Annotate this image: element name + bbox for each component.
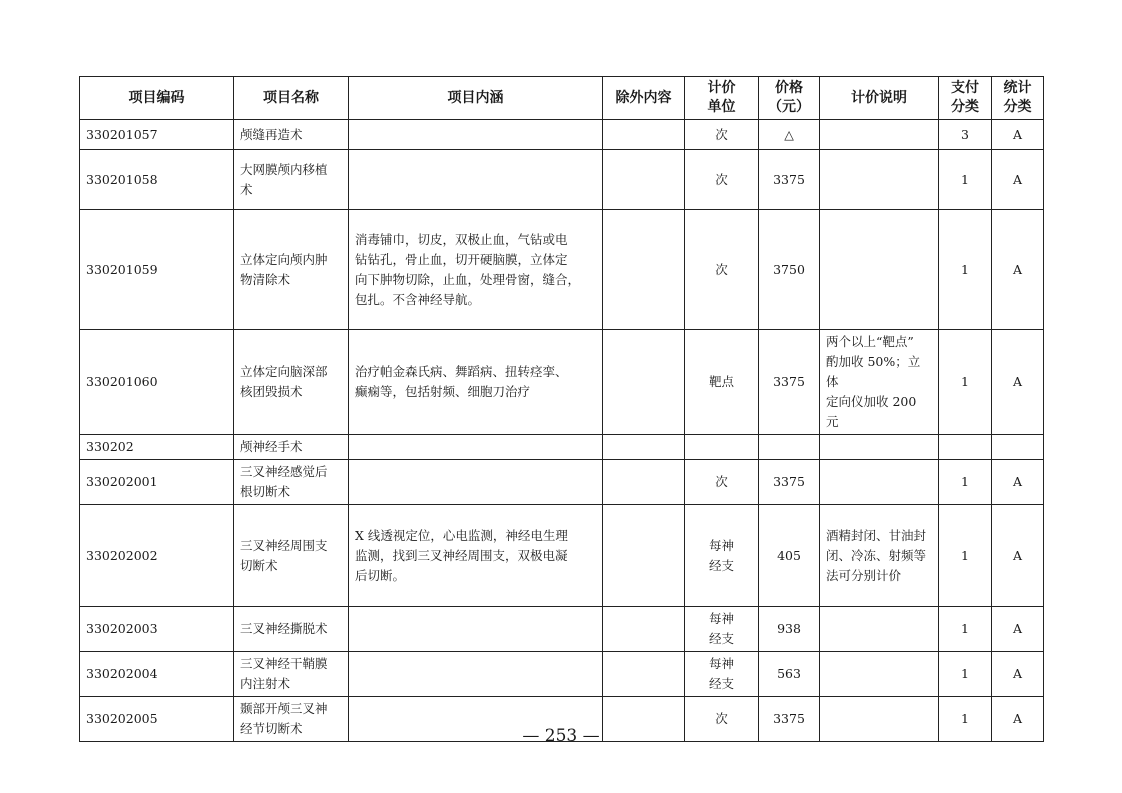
cell-code: 330201057 <box>80 120 234 150</box>
cell-exclusions <box>603 505 685 607</box>
cell-name: 大网膜颅内移植 术 <box>234 150 349 210</box>
cell-code: 330201058 <box>80 150 234 210</box>
cell-price: 3750 <box>759 210 820 330</box>
cell-stat-class: A <box>992 697 1044 742</box>
cell-stat-class <box>992 435 1044 460</box>
cell-pricing-note <box>820 460 939 505</box>
cell-stat-class: A <box>992 210 1044 330</box>
cell-name: 三叉神经撕脱术 <box>234 607 349 652</box>
cell-unit: 每神 经支 <box>685 652 759 697</box>
cell-unit: 靶点 <box>685 330 759 435</box>
cell-price: 938 <box>759 607 820 652</box>
cell-code: 330202004 <box>80 652 234 697</box>
cell-code: 330202001 <box>80 460 234 505</box>
cell-unit: 次 <box>685 150 759 210</box>
cell-content <box>349 435 603 460</box>
header-stat-class: 统计 分类 <box>992 77 1044 120</box>
header-code: 项目编码 <box>80 77 234 120</box>
cell-payment-class: 1 <box>939 150 992 210</box>
cell-price: 563 <box>759 652 820 697</box>
cell-stat-class: A <box>992 330 1044 435</box>
cell-stat-class: A <box>992 460 1044 505</box>
header-name: 项目名称 <box>234 77 349 120</box>
cell-name: 三叉神经周围支 切断术 <box>234 505 349 607</box>
table-row <box>80 652 1044 697</box>
cell-stat-class: A <box>992 652 1044 697</box>
header-payment-class: 支付 分类 <box>939 77 992 120</box>
table-row <box>80 460 1044 505</box>
header-pricing-note: 计价说明 <box>820 77 939 120</box>
cell-pricing-note <box>820 120 939 150</box>
cell-payment-class: 1 <box>939 607 992 652</box>
cell-content: 消毒铺巾，切皮，双极止血，气钻或电 钻钻孔，骨止血，切开硬脑膜，立体定 向下肿物切除，止血，处理骨窗，缝合， 包扎。不含神经导航。 <box>349 210 603 330</box>
table-row <box>80 150 1044 210</box>
table-row <box>80 210 1044 330</box>
cell-code: 330201060 <box>80 330 234 435</box>
cell-exclusions <box>603 210 685 330</box>
cell-unit: 每神 经支 <box>685 607 759 652</box>
table-row <box>80 505 1044 607</box>
cell-content <box>349 652 603 697</box>
cell-name: 三叉神经干鞘膜 内注射术 <box>234 652 349 697</box>
cell-price: 405 <box>759 505 820 607</box>
cell-price: △ <box>759 120 820 150</box>
cell-unit: 次 <box>685 210 759 330</box>
cell-payment-class: 3 <box>939 120 992 150</box>
cell-pricing-note <box>820 607 939 652</box>
header-unit: 计价 单位 <box>685 77 759 120</box>
cell-content: X 线透视定位，心电监测，神经电生理 监测，找到三叉神经周围支，双极电凝 后切断。 <box>349 505 603 607</box>
cell-content: 治疗帕金森氏病、舞蹈病、扭转痉挛、 癫痫等，包括射频、细胞刀治疗 <box>349 330 603 435</box>
cell-code: 330202005 <box>80 697 234 742</box>
cell-unit: 每神 经支 <box>685 505 759 607</box>
page-number: — 253 — <box>522 726 600 746</box>
cell-payment-class <box>939 435 992 460</box>
cell-unit: 次 <box>685 460 759 505</box>
cell-exclusions <box>603 652 685 697</box>
cell-payment-class: 1 <box>939 505 992 607</box>
cell-payment-class: 1 <box>939 652 992 697</box>
cell-unit: 次 <box>685 697 759 742</box>
cell-name: 立体定向颅内肿 物清除术 <box>234 210 349 330</box>
cell-name: 立体定向脑深部 核团毁损术 <box>234 330 349 435</box>
table-row <box>80 435 1044 460</box>
cell-code: 330201059 <box>80 210 234 330</box>
cell-pricing-note: 两个以上“靶点” 酌加收 50%；立体 定向仪加收 200 元 <box>820 330 939 435</box>
cell-stat-class: A <box>992 120 1044 150</box>
cell-name: 颞部开颅三叉神 经节切断术 <box>234 697 349 742</box>
cell-exclusions <box>603 607 685 652</box>
cell-code: 330202 <box>80 435 234 460</box>
cell-payment-class: 1 <box>939 697 992 742</box>
table-row <box>80 607 1044 652</box>
cell-content <box>349 607 603 652</box>
cell-exclusions <box>603 330 685 435</box>
cell-unit <box>685 435 759 460</box>
cell-exclusions <box>603 120 685 150</box>
cell-exclusions <box>603 435 685 460</box>
cell-name: 颅神经手术 <box>234 435 349 460</box>
cell-pricing-note <box>820 210 939 330</box>
header-exclusions: 除外内容 <box>603 77 685 120</box>
cell-price: 3375 <box>759 697 820 742</box>
header-row <box>80 77 1044 120</box>
cell-price <box>759 435 820 460</box>
cell-pricing-note <box>820 435 939 460</box>
cell-stat-class: A <box>992 607 1044 652</box>
table-row <box>80 120 1044 150</box>
cell-content <box>349 120 603 150</box>
cell-content <box>349 150 603 210</box>
cell-payment-class: 1 <box>939 330 992 435</box>
cell-payment-class: 1 <box>939 460 992 505</box>
cell-code: 330202002 <box>80 505 234 607</box>
cell-payment-class: 1 <box>939 210 992 330</box>
cell-stat-class: A <box>992 150 1044 210</box>
table-row <box>80 330 1044 435</box>
cell-pricing-note: 酒精封闭、甘油封 闭、冷冻、射频等 法可分别计价 <box>820 505 939 607</box>
header-price: 价格 （元） <box>759 77 820 120</box>
cell-price: 3375 <box>759 460 820 505</box>
cell-name: 三叉神经感觉后 根切断术 <box>234 460 349 505</box>
cell-price: 3375 <box>759 330 820 435</box>
cell-code: 330202003 <box>80 607 234 652</box>
cell-pricing-note <box>820 150 939 210</box>
cell-price: 3375 <box>759 150 820 210</box>
cell-name: 颅缝再造术 <box>234 120 349 150</box>
cell-stat-class: A <box>992 505 1044 607</box>
cell-pricing-note <box>820 652 939 697</box>
cell-exclusions <box>603 460 685 505</box>
fee-table <box>79 76 1044 742</box>
header-content: 项目内涵 <box>349 77 603 120</box>
cell-exclusions <box>603 150 685 210</box>
cell-content <box>349 460 603 505</box>
cell-unit: 次 <box>685 120 759 150</box>
